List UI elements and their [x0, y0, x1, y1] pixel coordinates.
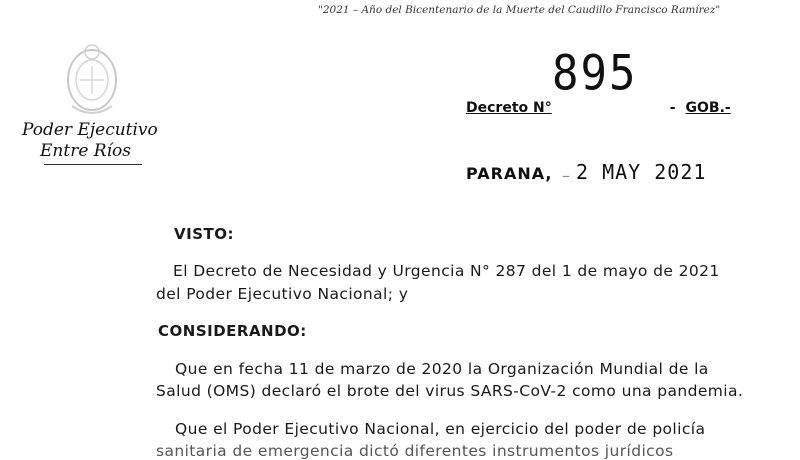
- visto-line-2: del Poder Ejecutivo Nacional; y: [156, 285, 409, 303]
- paragraph-2-line-1: Que el Poder Ejecutivo Nacional, en ejercicio del poder de policía: [175, 420, 706, 438]
- decree-date: 2 MAY 2021: [576, 160, 707, 184]
- city-name: PARANA,: [466, 164, 553, 183]
- provincial-seal-icon: [58, 36, 126, 120]
- institution-name: [22, 120, 158, 165]
- institution-line-2: Entre Ríos: [40, 141, 131, 161]
- institution-line-1: Poder Ejecutivo: [22, 120, 158, 140]
- decree-dash: -: [669, 100, 676, 116]
- visto-line-1: [173, 262, 733, 280]
- paragraph-1-line-2: Salud (OMS) declaró el brote del virus SARS-CoV-2 como una pandemia.: [156, 382, 744, 400]
- paragraph-1-line-1: Que en fecha 11 de marzo de 2020 la Organización Mundial de la: [175, 360, 709, 378]
- institution-underline: [44, 164, 142, 165]
- motto-line: "2021 – Año del Bicentenario de la Muerte del Caudillo Francisco Ramírez": [318, 4, 721, 16]
- considerando-heading: CONSIDERANDO:: [158, 322, 307, 340]
- date-line: [466, 160, 706, 184]
- decree-label-row: [466, 100, 731, 116]
- decree-label: Decreto N°: [466, 100, 552, 116]
- decree-suffix: GOB.-: [685, 100, 731, 116]
- visto-heading: VISTO:: [174, 225, 234, 243]
- paragraph-2-line-2: sanitaria de emergencia dictó diferentes instrumentos jurídicos: [156, 442, 674, 460]
- date-dash: —: [562, 169, 576, 182]
- decree-number: 895: [552, 45, 638, 102]
- visto-line-1-text: El Decreto de Necesidad y Urgencia N° 287 del 1 de mayo de 2021: [173, 262, 720, 280]
